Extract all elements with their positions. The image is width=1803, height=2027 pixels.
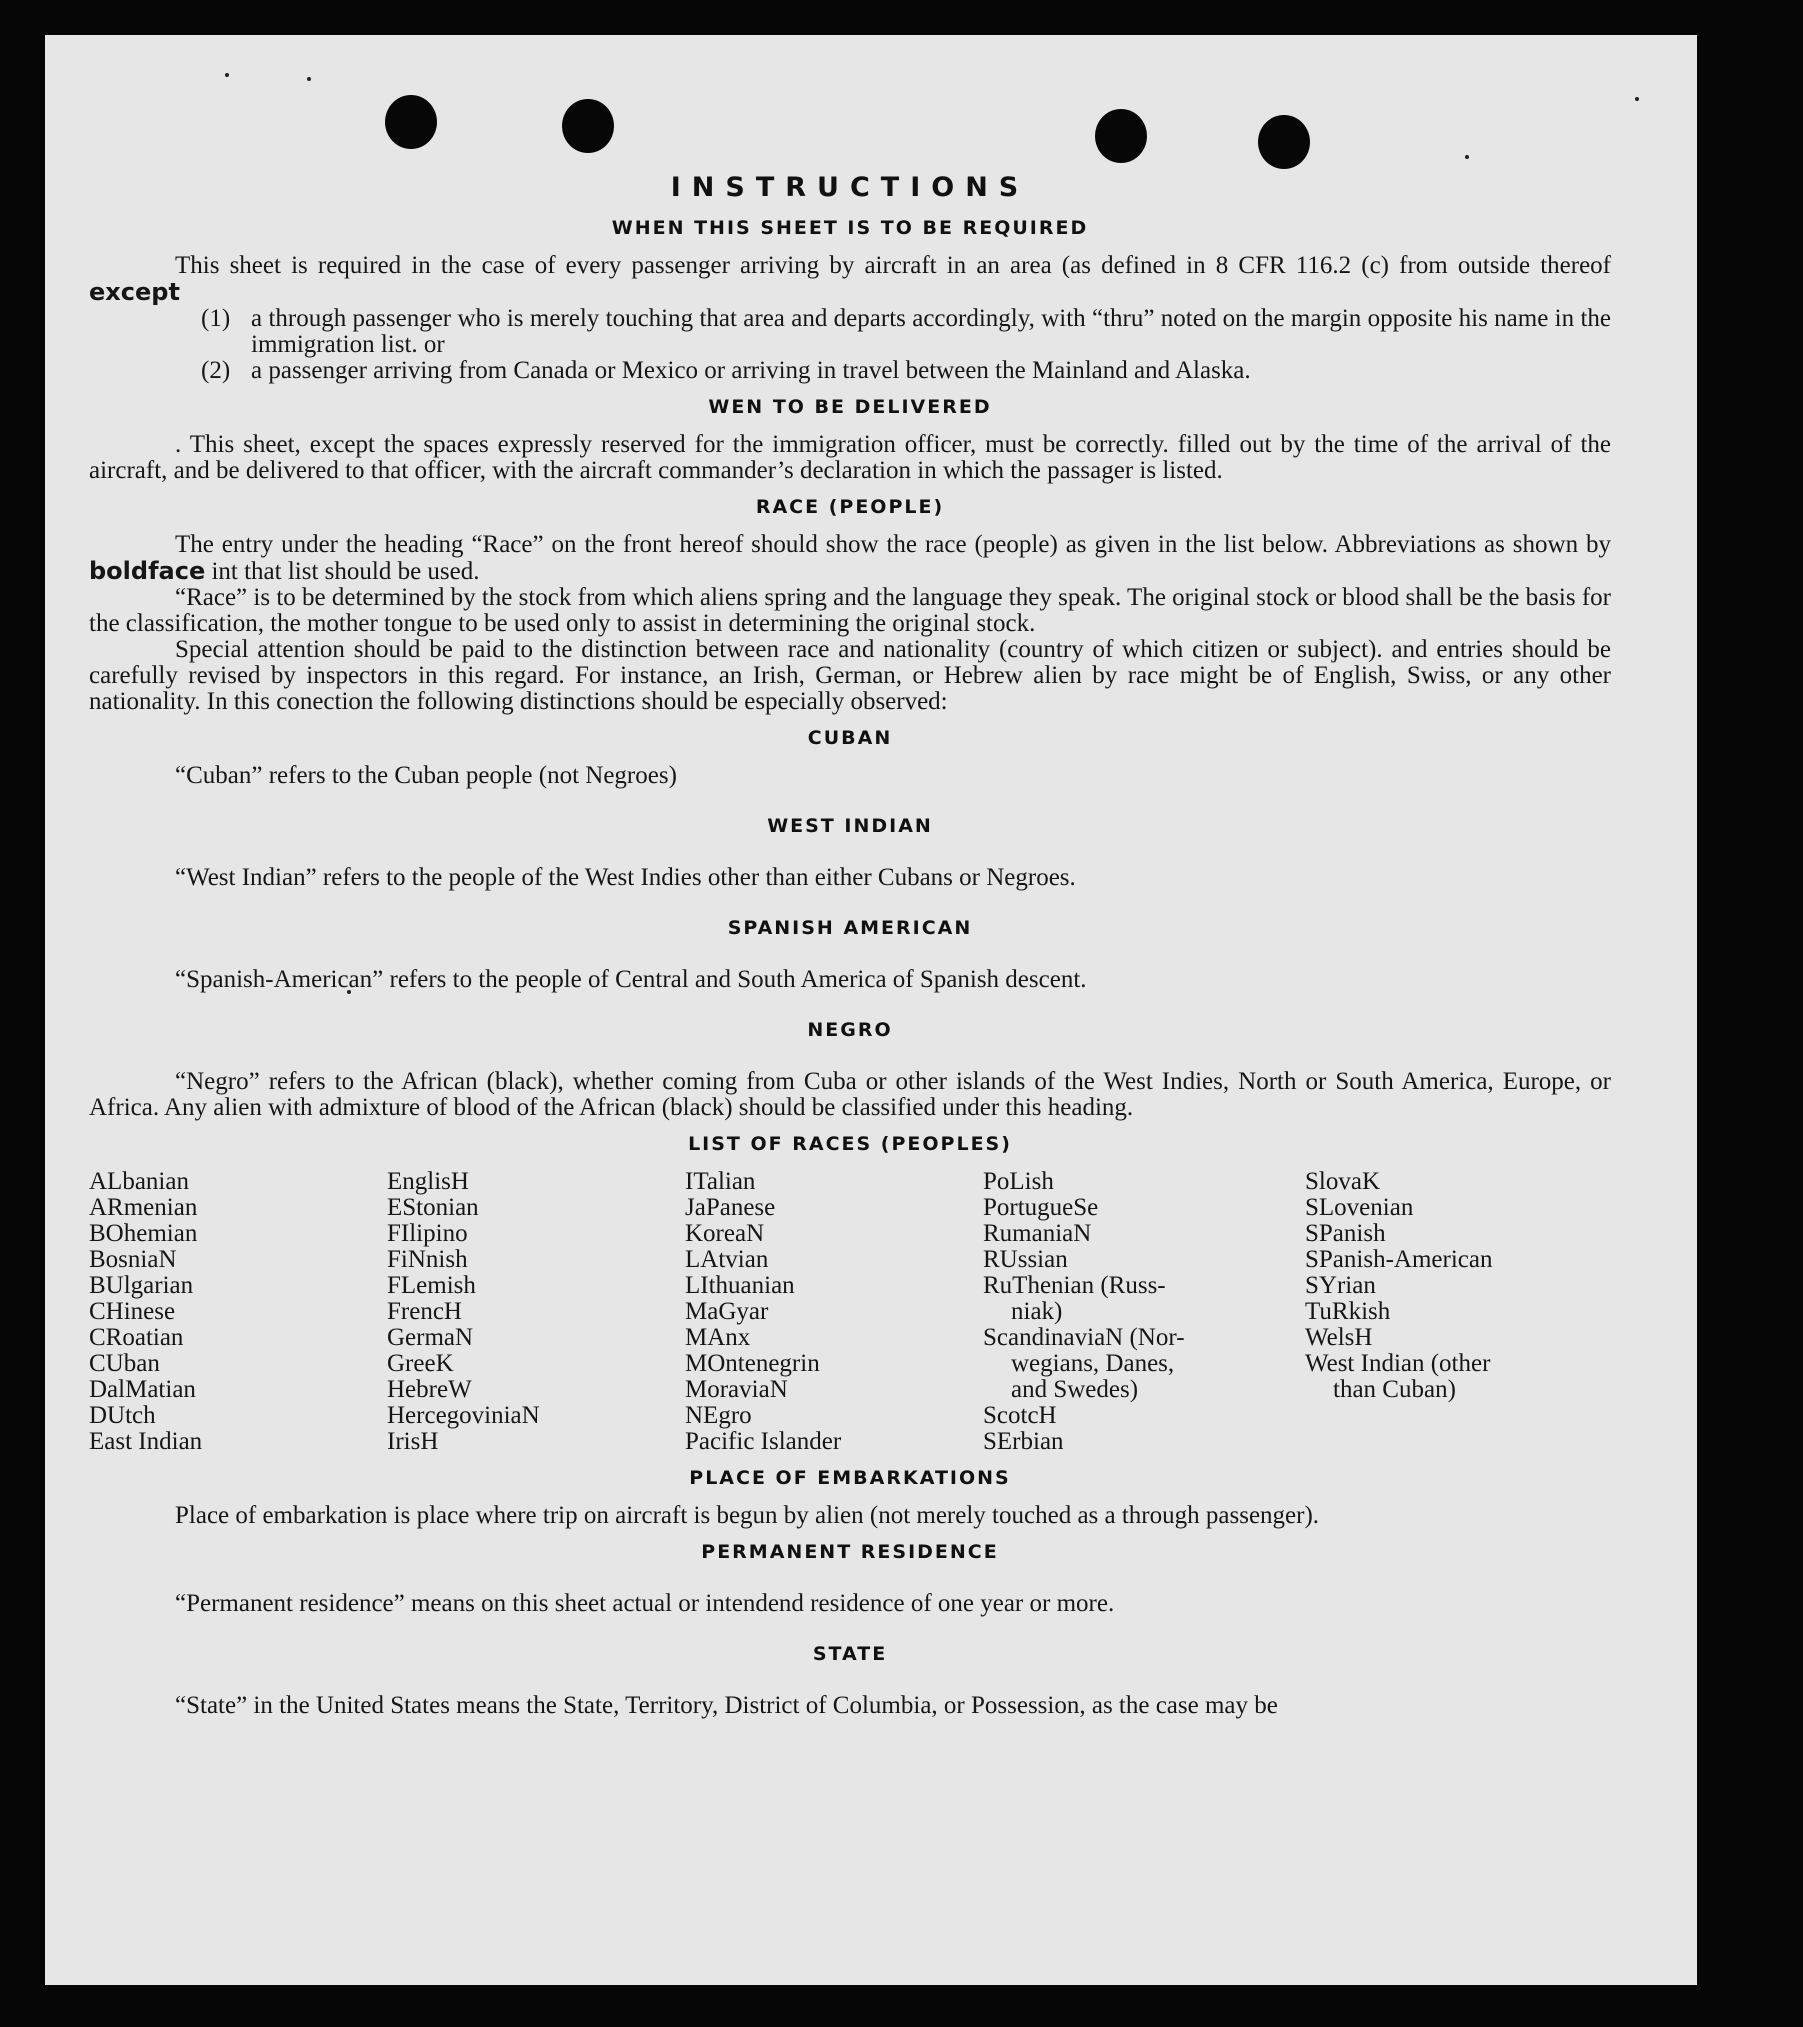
state-text: “State” in the United States means the State, Territory, District of Columbia, or Possession, as the case may be bbox=[175, 1692, 1278, 1719]
race-item: LAtvian bbox=[685, 1246, 769, 1273]
delivered-text: . This sheet, except the spaces expressly reserved for the immigration officer, must be correctly. filled out by the time of the arrival of the aircraft, and be delivered to that officer, with the aircraft commander’s declaration in which the passager is listed. bbox=[89, 431, 1611, 484]
race-item: HebreW bbox=[387, 1376, 472, 1403]
section-heading: WEN TO BE DELIVERED bbox=[708, 396, 992, 418]
race-item: CHinese bbox=[89, 1298, 176, 1325]
section-heading: LIST OF RACES (PEOPLES) bbox=[688, 1133, 1012, 1155]
race-item: ALbanian bbox=[89, 1168, 189, 1195]
race-item: CUban bbox=[89, 1350, 160, 1377]
race-item: CRoatian bbox=[89, 1324, 184, 1351]
speck bbox=[1465, 155, 1469, 159]
punch-hole bbox=[562, 99, 614, 153]
race-item: KoreaN bbox=[685, 1220, 765, 1247]
race-item: SLovenian bbox=[1305, 1194, 1414, 1221]
cuban-text: “Cuban” refers to the Cuban people (not Negroes) bbox=[175, 762, 677, 789]
exception-item bbox=[201, 306, 1611, 358]
race-item: FrencH bbox=[387, 1298, 462, 1325]
race-item: EStonian bbox=[387, 1194, 479, 1221]
negro-text: “Negro” refers to the African (black), whether coming from Cuba or other islands of the West Indies, North or South America, Europe, or Africa. Any alien with admixture of blood of the African (black) should be classified under this heading. bbox=[89, 1068, 1611, 1121]
race-item: SErbian bbox=[983, 1428, 1064, 1455]
race-item: SlovaK bbox=[1305, 1168, 1380, 1195]
race-item: DUtch bbox=[89, 1402, 156, 1429]
section-heading: WHEN THIS SHEET IS TO BE REQUIRED bbox=[611, 217, 1089, 239]
race-item: and Swedes) bbox=[1011, 1376, 1139, 1403]
race-item: WelsH bbox=[1305, 1324, 1373, 1351]
race-item: SYrian bbox=[1305, 1272, 1376, 1299]
race-item: HercegoviniaN bbox=[387, 1402, 540, 1429]
race-item: ARmenian bbox=[89, 1194, 198, 1221]
race-item: FLemish bbox=[387, 1272, 476, 1299]
speck bbox=[307, 77, 311, 81]
race-item: NEgro bbox=[685, 1402, 752, 1429]
race-column bbox=[89, 1169, 387, 1455]
section-heading: PERMANENT RESIDENCE bbox=[701, 1541, 999, 1563]
race-item: FiNnish bbox=[387, 1246, 468, 1273]
item-text: a passenger arriving from Canada or Mexico or arriving in travel between the Mainland and Alaska. bbox=[251, 357, 1251, 384]
section-heading: STATE bbox=[812, 1643, 888, 1665]
embarkation-text: Place of embarkation is place where trip on aircraft is begun by alien (not merely touched as a through passenger). bbox=[175, 1502, 1320, 1529]
race-column bbox=[983, 1169, 1305, 1455]
race-item: FIlipino bbox=[387, 1220, 468, 1247]
race-item: ITalian bbox=[685, 1168, 756, 1195]
race-paragraph: Special attention should be paid to the distinction between race and nationality (country of which citizen or subject). and entries should be carefully revised by inspectors in this regard. For instance, an Irish, German, or Hebrew alien by race might be of English, Swiss, or any other nationality. In this conection the following distinctions should be especially observed: bbox=[89, 636, 1611, 715]
speck bbox=[1635, 97, 1639, 101]
race-item: PoLish bbox=[983, 1168, 1054, 1195]
punch-hole bbox=[1258, 115, 1310, 169]
exception-item bbox=[201, 358, 1611, 384]
race-item: RuThenian (Russ- bbox=[983, 1272, 1166, 1299]
race-item: TuRkish bbox=[1305, 1298, 1391, 1325]
race-item: JaPanese bbox=[685, 1194, 776, 1221]
speck bbox=[225, 73, 229, 77]
race-item: MAnx bbox=[685, 1324, 751, 1351]
race-paragraph: “Race” is to be determined by the stock from which aliens spring and the language they speak. The original stock or blood shall be the basis for the classification, the mother tongue to be used only to assist in determining the original stock. bbox=[89, 584, 1611, 637]
race-paragraph: The entry under the heading “Race” on the front hereof should show the race (people) as given in the list below. Abbreviations as shown by boldface int that list should be used. bbox=[89, 531, 1611, 585]
race-item: BOhemian bbox=[89, 1220, 198, 1247]
race-column bbox=[1305, 1169, 1595, 1455]
required-intro: This sheet is required in the case of every passenger arriving by aircraft in an area (as defined in 8 CFR 116.2 (c) from outside thereof except bbox=[89, 252, 1611, 306]
race-item: wegians, Danes, bbox=[1011, 1350, 1175, 1377]
item-text: a through passenger who is merely touching that area and departs accordingly, with “thru” noted on the margin opposite his name in the immigration list. or bbox=[251, 305, 1611, 358]
race-item: GreeK bbox=[387, 1350, 454, 1377]
race-item: MoraviaN bbox=[685, 1376, 788, 1403]
race-item: East Indian bbox=[89, 1428, 203, 1455]
race-item: SPanish-American bbox=[1305, 1246, 1493, 1273]
document-page bbox=[45, 35, 1697, 1985]
race-column bbox=[685, 1169, 983, 1455]
race-column bbox=[387, 1169, 685, 1455]
section-heading: SPANISH AMERICAN bbox=[727, 917, 973, 939]
race-item: PortugueSe bbox=[983, 1194, 1099, 1221]
instructions-content bbox=[89, 172, 1611, 1719]
race-item: ScotcH bbox=[983, 1402, 1057, 1429]
race-item: DalMatian bbox=[89, 1376, 196, 1403]
race-list bbox=[89, 1169, 1611, 1455]
punch-hole bbox=[385, 95, 437, 149]
punch-hole bbox=[1095, 109, 1147, 163]
race-item: ScandinaviaN (Nor- bbox=[983, 1324, 1185, 1351]
race-item: Pacific Islander bbox=[685, 1428, 842, 1455]
west-indian-text: “West Indian” refers to the people of the West Indies other than either Cubans or Negroes. bbox=[175, 864, 1076, 891]
race-item: MaGyar bbox=[685, 1298, 769, 1325]
spanish-american-text: “Spanish-American” refers to the people of Central and South America of Spanish descent. bbox=[175, 966, 1087, 993]
except-bold: except bbox=[89, 278, 180, 306]
race-item: BUlgarian bbox=[89, 1272, 194, 1299]
section-heading: NEGRO bbox=[807, 1019, 893, 1041]
race-item: MOntenegrin bbox=[685, 1350, 820, 1377]
race-item: RumaniaN bbox=[983, 1220, 1092, 1247]
item-number: (2) bbox=[201, 357, 231, 384]
race-item: niak) bbox=[1011, 1298, 1063, 1325]
section-heading: RACE (PEOPLE) bbox=[755, 496, 945, 518]
race-item: than Cuban) bbox=[1333, 1376, 1456, 1403]
boldface-bold: boldface bbox=[89, 557, 206, 585]
section-heading: PLACE OF EMBARKATIONS bbox=[689, 1467, 1011, 1489]
race-item: SPanish bbox=[1305, 1220, 1386, 1247]
residence-text: “Permanent residence” means on this sheet actual or intendend residence of one year or more. bbox=[175, 1590, 1115, 1617]
race-item: RUssian bbox=[983, 1246, 1068, 1273]
race-item: West Indian (other bbox=[1305, 1350, 1491, 1377]
race-item: LIthuanian bbox=[685, 1272, 795, 1299]
item-number: (1) bbox=[201, 305, 231, 332]
race-item: EnglisH bbox=[387, 1168, 469, 1195]
race-item: BosniaN bbox=[89, 1246, 177, 1273]
section-heading: WEST INDIAN bbox=[767, 815, 933, 837]
section-heading: CUBAN bbox=[807, 727, 893, 749]
race-item: IrisH bbox=[387, 1428, 439, 1455]
page-title: INSTRUCTIONS bbox=[670, 172, 1030, 203]
race-item: GermaN bbox=[387, 1324, 474, 1351]
